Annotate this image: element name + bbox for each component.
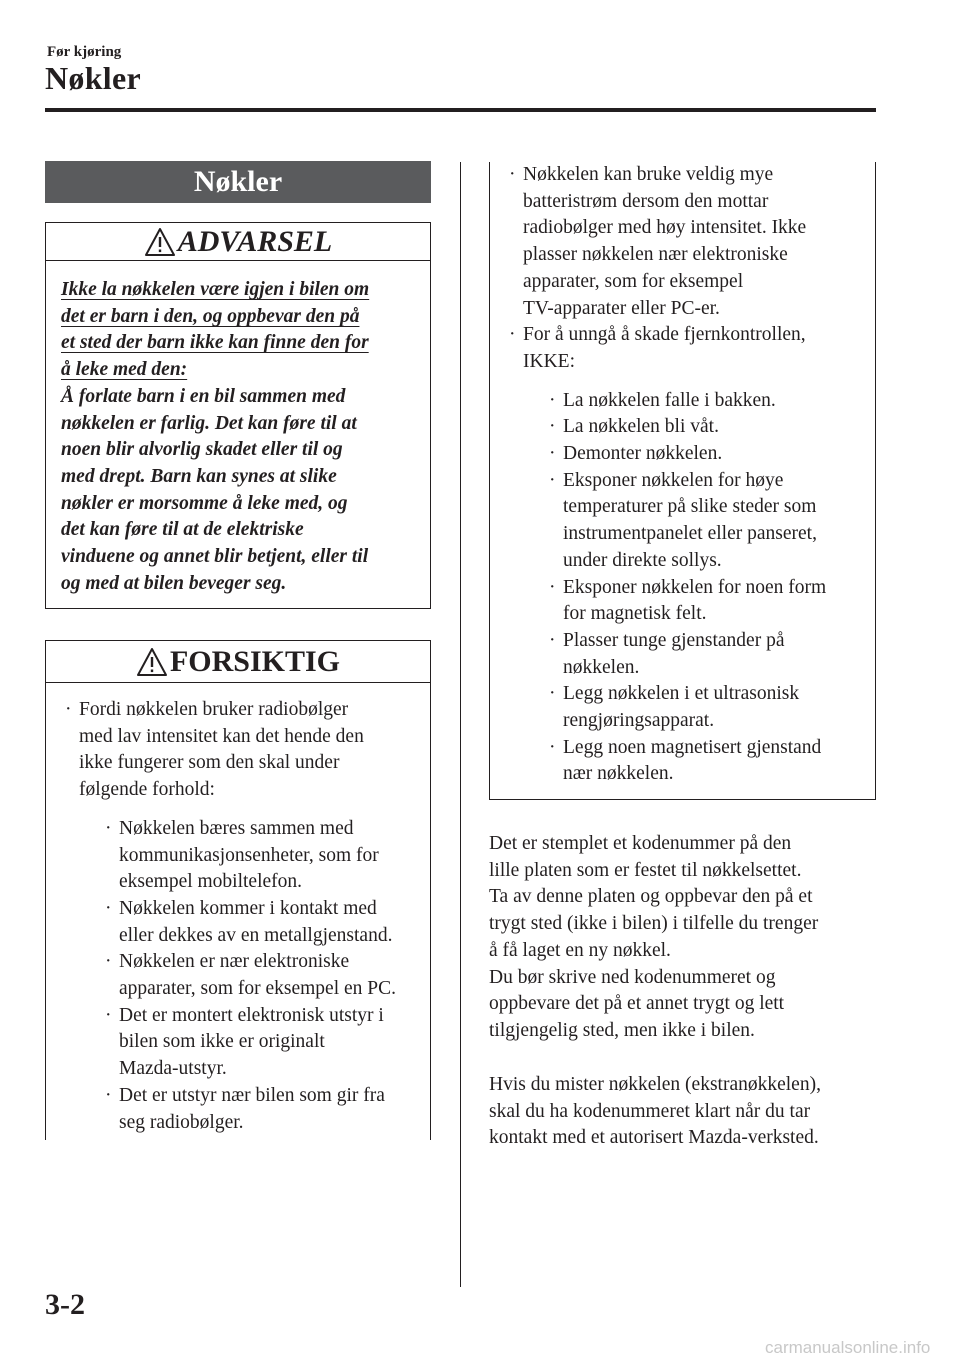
text-line: Demonter nøkkelen.	[563, 443, 723, 465]
warning-body	[46, 261, 430, 597]
text-line: tilgjengelig sted, men ikke i bilen.	[489, 1019, 755, 1041]
warning-triangle-icon	[144, 227, 176, 257]
bullet-dot: ·	[549, 683, 556, 705]
text-line: Plasser tunge gjenstander på	[563, 629, 785, 651]
text-line: eller dekkes av en metallgjenstand.	[119, 924, 393, 946]
warning-emphasis-line: Ikke la nøkkelen være igjen i bilen om	[61, 279, 370, 300]
text-line: bilen som ikke er originalt	[119, 1031, 325, 1053]
text-line: Nøkkelen er nær elektroniske	[119, 951, 350, 973]
text-line: La nøkkelen bli våt.	[563, 416, 719, 438]
bullet-dot: ·	[549, 416, 556, 438]
watermark: carmanualsonline.info	[765, 1338, 931, 1357]
caution-sub-bullet	[545, 468, 865, 575]
caution-continuation-body	[490, 162, 875, 788]
page-number: 3-2	[45, 1288, 85, 1321]
bullet-dot: ·	[549, 629, 556, 651]
section-label: Før kjøring	[47, 44, 122, 60]
text-line: Ta av denne platen og oppbevar den på et	[489, 886, 813, 908]
text-line: Eksponer nøkkelen for noen form	[563, 576, 827, 598]
section-title: Nøkler	[45, 60, 142, 96]
caution-sub-bullet	[545, 388, 865, 415]
text-line: instrumentpanelet eller panseret,	[563, 523, 817, 545]
text-line: Fordi nøkkelen bruker radiobølger	[79, 699, 349, 720]
text-line: Mazda-utstyr.	[119, 1058, 227, 1080]
caution-sub-bullet	[545, 441, 865, 468]
text-line: Det er montert elektronisk utstyr i	[119, 1004, 384, 1026]
bullet-dot: ·	[105, 897, 112, 919]
warning-heading	[46, 223, 430, 261]
text-line: apparater, som for eksempel	[523, 270, 744, 292]
body-paragraph	[489, 831, 879, 1045]
bullet-dot: ·	[105, 951, 112, 973]
warning-triangle-icon	[136, 647, 168, 677]
bullet-dot: ·	[105, 1084, 112, 1106]
caution-sub-bullet	[101, 949, 420, 1002]
caution-sub-bullet	[545, 414, 865, 441]
warning-box	[45, 222, 431, 609]
warning-text-line: det kan føre til at de elektriske	[61, 519, 304, 541]
text-line: Nøkkelen kan bruke veldig mye	[523, 164, 774, 185]
bullet-dot: ·	[549, 576, 556, 598]
warning-text-line: nøkler er morsomme å leke med, og	[61, 492, 348, 514]
bullet-dot: ·	[65, 699, 72, 720]
text-line: å få laget en ny nøkkel.	[489, 939, 671, 961]
bullet-dot: ·	[549, 389, 556, 411]
text-line: kommunikasjonsenheter, som for	[119, 844, 379, 866]
bullet-dot: ·	[105, 1004, 112, 1026]
text-line: rengjøringsapparat.	[563, 710, 715, 732]
text-line: eksempel mobiltelefon.	[119, 871, 303, 893]
text-line: Det er stemplet et kodenummer på den	[489, 833, 792, 854]
text-line: Nøkkelen kommer i kontakt med	[119, 897, 377, 919]
text-line: radiobølger med høy intensitet. Ikke	[523, 217, 807, 239]
warning-emphasis-line: å leke med den:	[61, 359, 188, 381]
text-line: oppbevare det på et annet trygt og lett	[489, 993, 785, 1015]
text-line: IKKE:	[523, 350, 575, 372]
text-line: Nøkkelen bæres sammen med	[119, 817, 354, 839]
text-line: kontakt med et autorisert Mazda-verksted.	[489, 1127, 819, 1149]
text-line: apparater, som for eksempel en PC.	[119, 978, 397, 1000]
text-line: TV-apparater eller PC-er.	[523, 297, 720, 319]
caution-sub-bullet	[101, 816, 420, 896]
caution-continuation-box	[489, 162, 876, 800]
warning-text-line: Å forlate barn i en bil sammen med	[61, 385, 346, 407]
caution-sub-bullet	[101, 1083, 420, 1136]
topic-title-bar: Nøkler	[45, 161, 431, 203]
caution-sub-bullet	[545, 628, 865, 681]
caution-bullet	[505, 322, 865, 788]
text-line: Eksponer nøkkelen for høye	[563, 469, 784, 491]
text-line: Legg nøkkelen i et ultrasonisk	[563, 683, 800, 705]
caution-bullet	[61, 697, 420, 1136]
caution-sub-bullet	[101, 1003, 420, 1083]
warning-text-line: med drept. Barn kan synes at slike	[61, 465, 337, 487]
text-line: følgende forhold:	[79, 779, 215, 801]
body-paragraph	[489, 1072, 879, 1152]
warning-text-line: noen blir alvorlig skadet eller til og	[61, 439, 343, 461]
text-line: seg radiobølger.	[119, 1111, 244, 1133]
warning-text-line: og med at bilen beveger seg.	[61, 572, 287, 594]
bullet-dot: ·	[549, 736, 556, 758]
text-line: nøkkelen.	[563, 656, 640, 678]
bullet-dot: ·	[509, 164, 516, 185]
text-line: For å unngå å skade fjernkontrollen,	[523, 324, 806, 346]
text-line: skal du ha kodenummeret klart når du tar	[489, 1100, 811, 1122]
caution-body	[46, 683, 430, 1136]
text-line: for magnetisk felt.	[563, 603, 707, 625]
caution-sub-bullet	[545, 575, 865, 628]
text-line: La nøkkelen falle i bakken.	[563, 389, 776, 411]
text-line: nær nøkkelen.	[563, 763, 674, 785]
bullet-dot: ·	[105, 817, 112, 839]
caution-box	[45, 640, 431, 1140]
warning-text-line: nøkkelen er farlig. Det kan føre til at	[61, 412, 357, 434]
text-line: ikke fungerer som den skal under	[79, 752, 340, 774]
caution-heading-text: FORSIKTIG	[169, 644, 341, 678]
text-line: temperaturer på slike steder som	[563, 496, 817, 518]
text-line: Legg noen magnetisert gjenstand	[563, 736, 822, 758]
caution-heading	[46, 641, 430, 683]
bullet-dot: ·	[549, 443, 556, 465]
warning-heading-text: ADVARSEL	[177, 224, 333, 258]
text-line: under direkte sollys.	[563, 549, 722, 571]
warning-emphasis-line: det er barn i den, og oppbevar den på	[61, 305, 360, 327]
text-line: Hvis du mister nøkkelen (ekstranøkkelen),	[489, 1074, 821, 1095]
header-rule	[45, 108, 876, 112]
caution-bullet	[505, 162, 865, 322]
text-line: Du bør skrive ned kodenummeret og	[489, 966, 776, 988]
text-line: Det er utstyr nær bilen som gir fra	[119, 1084, 385, 1106]
text-line: lille platen som er festet til nøkkelsettet.	[489, 859, 802, 881]
caution-sub-bullet	[101, 896, 420, 949]
warning-text-line: vinduene og annet blir betjent, eller til	[61, 546, 369, 568]
text-line: batteristrøm dersom den mottar	[523, 190, 769, 212]
caution-sub-bullet	[545, 735, 865, 788]
bullet-dot: ·	[509, 324, 516, 346]
text-line: plasser nøkkelen nær elektroniske	[523, 244, 788, 266]
text-line: med lav intensitet kan det hende den	[79, 725, 364, 747]
warning-emphasis-line: et sted der barn ikke kan finne den for	[61, 332, 369, 354]
column-divider	[460, 162, 461, 1287]
bullet-dot: ·	[549, 469, 556, 491]
caution-sub-bullet	[545, 681, 865, 734]
text-line: trygt sted (ikke i bilen) i tilfelle du trenger	[489, 913, 819, 935]
